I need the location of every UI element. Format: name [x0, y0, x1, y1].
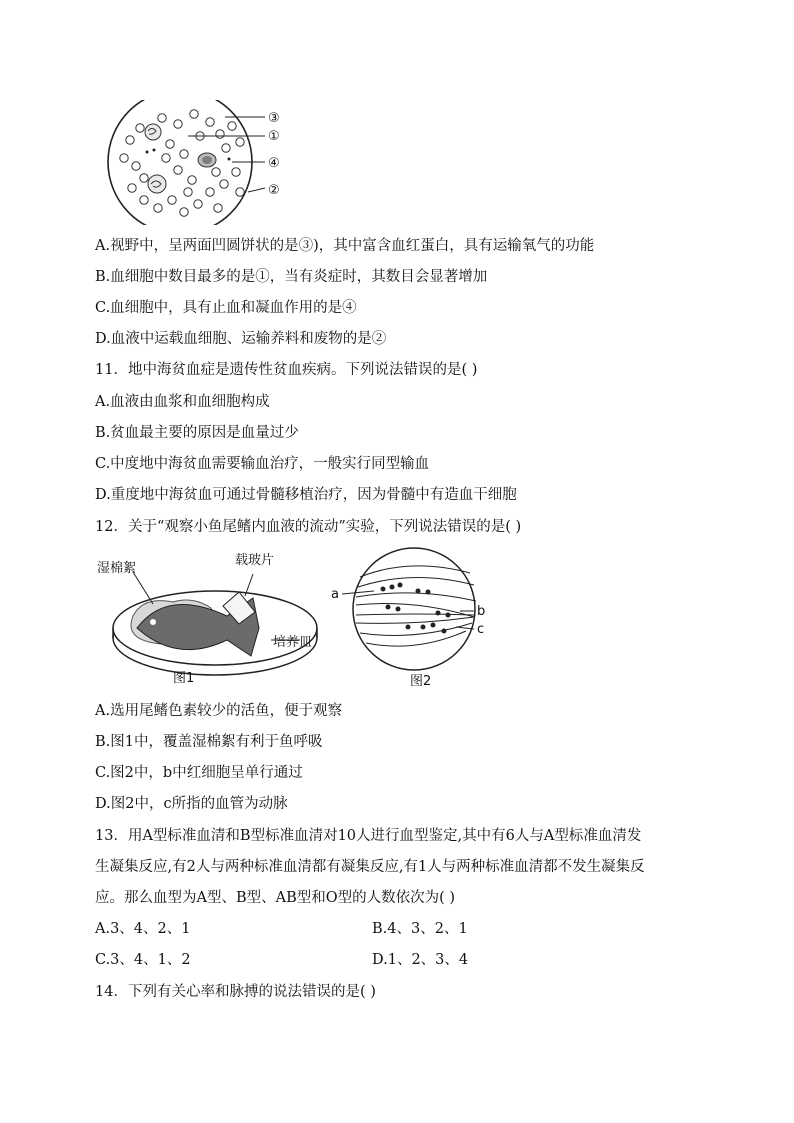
- q11-option-b: B.贫血最主要的原因是血量过少: [95, 425, 299, 441]
- red-blood-cell: [188, 176, 196, 184]
- q11-stem: 11．地中海贫血症是遗传性贫血疾病。下列说法错误的是( ): [95, 362, 478, 378]
- red-blood-cell: [174, 166, 182, 174]
- q13-option-b: B.4、3、2、1: [372, 921, 468, 937]
- q13-option-a: A.3、4、2、1: [95, 921, 191, 937]
- red-blood-cell: [120, 154, 128, 162]
- q13-option-d: D.1、2、3、4: [372, 952, 469, 968]
- label-1: ①: [268, 129, 280, 144]
- q10-option-c: C.血细胞中，具有止血和凝血作用的是④: [95, 300, 357, 316]
- q10-option-d: D.血液中运载血细胞、运输养料和废物的是②: [95, 331, 387, 347]
- q11-option-d: D.重度地中海贫血可通过骨髓移植治疗，因为骨髓中有造血干细胞: [95, 487, 517, 503]
- red-blood-cell: [194, 200, 202, 208]
- red-blood-cell: [154, 204, 162, 212]
- label-cotton: 湿棉絮: [97, 561, 137, 576]
- white-blood-cell: [148, 175, 166, 193]
- label-slide: 载玻片: [235, 553, 275, 568]
- red-blood-cell: [128, 184, 136, 192]
- red-blood-cell: [140, 174, 148, 182]
- q13-stem-line-1: 13．用A型标准血清和B型标准血清对10人进行血型鉴定,其中有6人与A型标准血清发: [95, 828, 642, 844]
- red-blood-cell: [220, 180, 228, 188]
- fish-dish-figure: [95, 548, 325, 690]
- q12-option-d: D.图2中，c所指的血管为动脉: [95, 796, 288, 812]
- q13-stem-line-3: 应。那么血型为A型、B型、AB型和O型的人数依次为( ): [95, 890, 456, 906]
- label-2: ②: [268, 183, 280, 198]
- red-blood-cell: [126, 136, 134, 144]
- red-blood-cell: [212, 168, 220, 176]
- red-blood-cell: [168, 196, 176, 204]
- q13-option-c: C.3、4、1、2: [95, 952, 191, 968]
- figure-1-caption: 图1: [173, 671, 195, 686]
- q12-option-c: C.图2中，b中红细胞呈单行通过: [95, 765, 303, 781]
- label-dish: 培养皿: [273, 635, 313, 650]
- red-blood-cell: [206, 118, 214, 126]
- red-blood-cell: [174, 120, 182, 128]
- label-c: c: [477, 622, 485, 637]
- red-blood-cell: [222, 144, 230, 152]
- red-blood-cell: [214, 204, 222, 212]
- red-blood-cell: [136, 124, 144, 132]
- white-blood-cell: [145, 124, 161, 140]
- q13-stem-line-2: 生凝集反应,有2人与两种标准血清都有凝集反应,有1人与两种标准血清都不发生凝集反: [95, 859, 645, 875]
- red-blood-cell: [190, 110, 198, 118]
- label-3: ③: [268, 111, 280, 126]
- vessel-microscope-figure: [328, 547, 498, 692]
- red-blood-cell: [158, 114, 166, 122]
- q12-stem: 12．关于“观察小鱼尾鳍内血液的流动”实验，下列说法错误的是( ): [95, 519, 522, 535]
- q11-option-c: C.中度地中海贫血需要输血治疗，一般实行同型输血: [95, 456, 430, 472]
- red-blood-cell: [132, 162, 140, 170]
- red-blood-cell: [180, 150, 188, 158]
- blood-smear-figure: [100, 100, 300, 225]
- red-blood-cell: [162, 154, 170, 162]
- red-blood-cell: [228, 122, 236, 130]
- red-blood-cell: [180, 208, 188, 216]
- q11-option-a: A.血液由血浆和血细胞构成: [95, 394, 270, 410]
- q10-option-b: B.血细胞中数目最多的是①，当有炎症时，其数目会显著增加: [95, 269, 488, 285]
- q12-option-b: B.图1中，覆盖湿棉絮有利于鱼呼吸: [95, 734, 323, 750]
- label-a: a: [331, 587, 339, 602]
- red-blood-cell: [206, 188, 214, 196]
- q12-option-a: A.选用尾鳍色素较少的活鱼，便于观察: [95, 703, 343, 719]
- red-blood-cell: [236, 188, 244, 196]
- label-b: b: [477, 604, 486, 619]
- red-blood-cell: [166, 140, 174, 148]
- red-blood-cell: [140, 196, 148, 204]
- red-blood-cell: [236, 138, 244, 146]
- figure-2-caption: 图2: [410, 674, 432, 689]
- label-4: ④: [268, 156, 280, 171]
- red-blood-cell: [232, 168, 240, 176]
- q10-option-a: A.视野中，呈两面凹圆饼状的是③)，其中富含血红蛋白，具有运输氧气的功能: [95, 238, 595, 254]
- red-blood-cell: [184, 188, 192, 196]
- q14-stem: 14．下列有关心率和脉搏的说法错误的是( ): [95, 984, 376, 1000]
- red-blood-cell: [216, 130, 224, 138]
